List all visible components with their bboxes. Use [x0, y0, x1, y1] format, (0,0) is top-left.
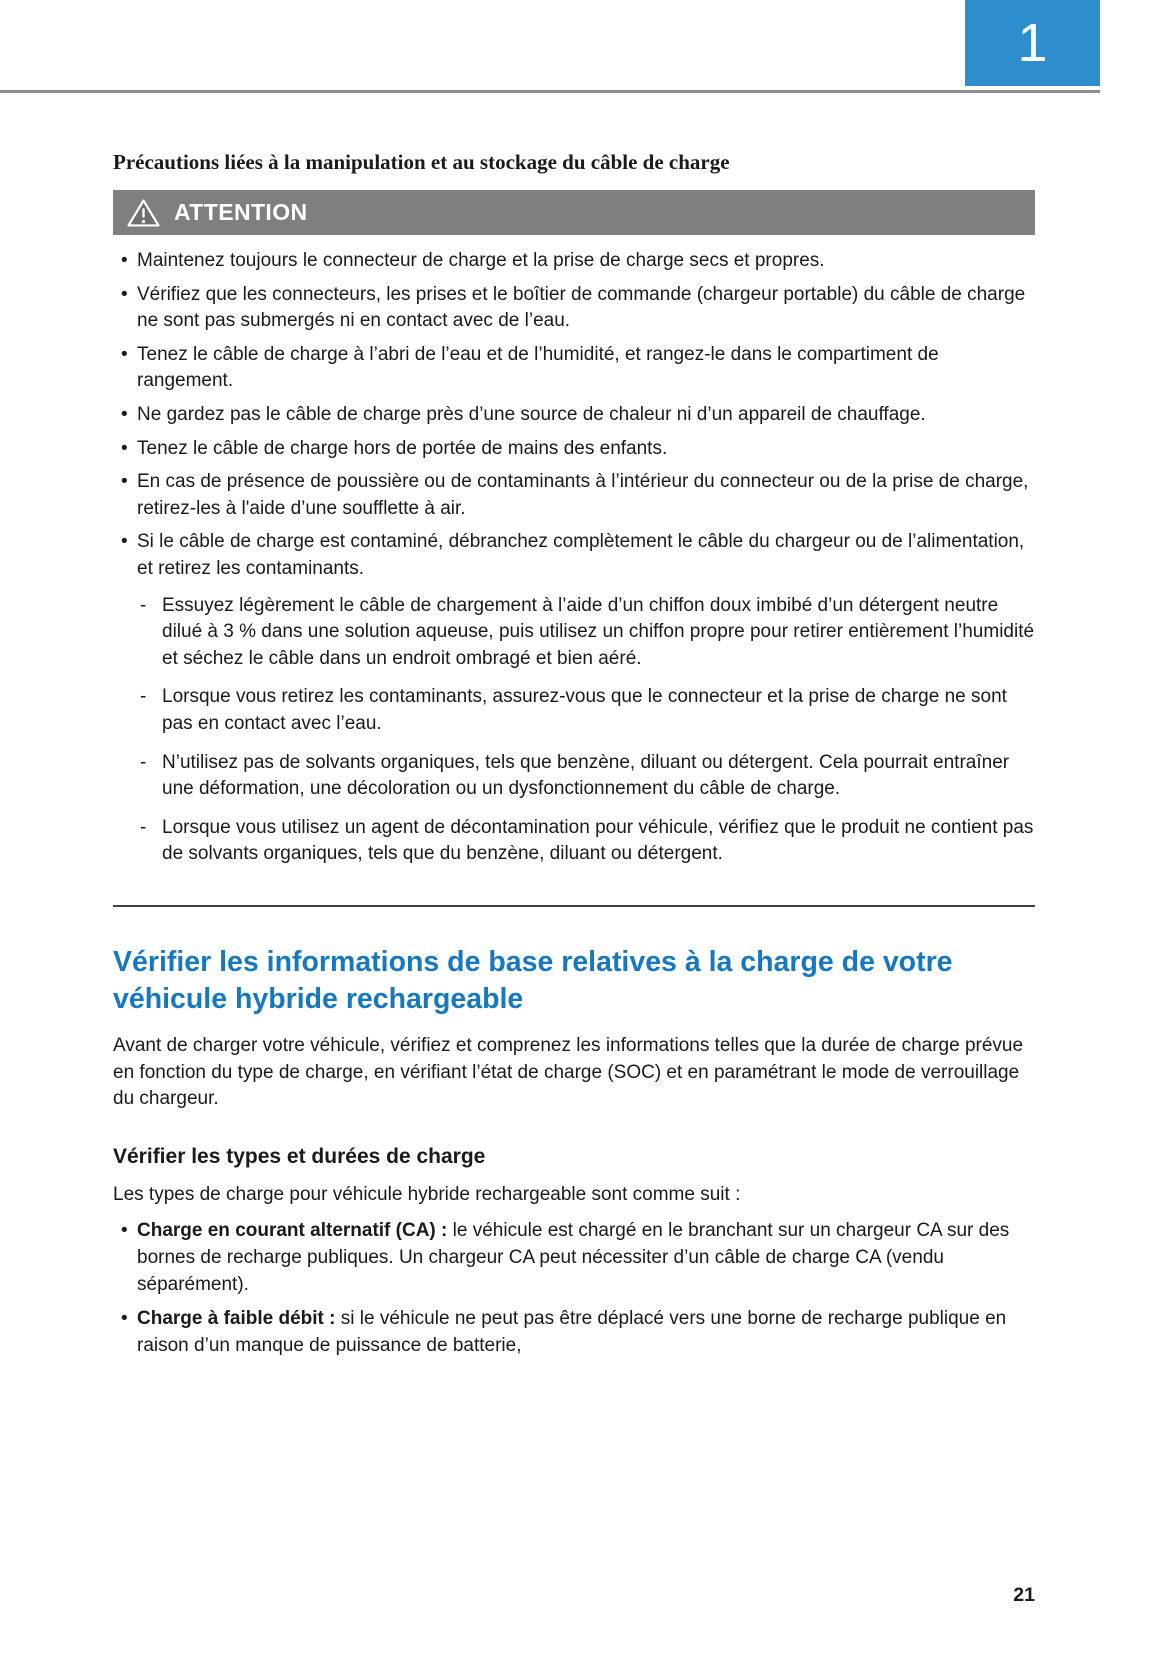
list-item: [113, 248, 1035, 275]
charge-types-list: [113, 1218, 1035, 1359]
dash-marker: -: [140, 686, 147, 708]
sub-list-item: [137, 750, 1035, 803]
dash-marker: -: [140, 751, 147, 773]
header-rule: [0, 90, 1100, 93]
list-item: [113, 529, 1035, 880]
charge-info-title: Vérifier les informations de base relatives à la charge de votre véhicule hybride rechargeable: [113, 945, 953, 1015]
list-item: [113, 1306, 1035, 1359]
bullet-marker: •: [121, 250, 128, 271]
sub-list-item-text: Lorsque vous retirez les contaminants, assurez-vous que le connecteur et la prise de charge ne sont pas en contact avec l’eau.: [162, 686, 1007, 734]
bullet-marker: •: [121, 531, 128, 553]
charge-types-heading: Vérifier les types et durées de charge: [113, 1144, 486, 1168]
section-divider: [113, 905, 1035, 907]
sub-list-item-text: N’utilisez pas de solvants organiques, tels que benzène, diluant ou détergent. Cela pourrait entraîner une déformation, une décoloration ou un dysfonctionnement du câble de charge.: [162, 751, 1010, 800]
bullet-marker: •: [121, 437, 128, 459]
list-item-body: [137, 529, 1035, 880]
list-item: [113, 469, 1035, 522]
attention-label: ATTENTION: [174, 199, 308, 225]
term-description: le véhicule est chargé en le branchant sur un chargeur CA sur des bornes de recharge publiques. Un chargeur CA peut nécessiter d’un câble de charge CA (vendu séparément).: [137, 1220, 1010, 1295]
dash-marker: -: [140, 816, 147, 838]
list-item-text: Maintenez toujours le connecteur de charge et la prise de charge secs et propres.: [137, 250, 825, 271]
list-item: [113, 402, 1035, 429]
list-item: [113, 1218, 1035, 1298]
bullet-marker: •: [121, 403, 128, 425]
sub-list-item-text: Essuyez légèrement le câble de chargement à l’aide d’un chiffon doux imbibé d’un détergent neutre dilué à 3 % dans une solution aqueuse, puis utilisez un chiffon propre pour retirer entièrement l’humidité et séchez le câble dans un endroit ombragé et bien aéré.: [162, 594, 1035, 669]
precautions-list: [113, 248, 1035, 880]
list-item-text: [137, 1306, 1035, 1359]
list-item-text: [137, 1218, 1035, 1298]
list-item: [113, 282, 1035, 335]
list-item-text: Si le câble de charge est contaminé, débranchez complètement le câble du chargeur ou de l’alimentation, et retirez les contaminants.: [137, 531, 1025, 579]
list-item-text: Ne gardez pas le câble de charge près d’une source de chaleur ni d’un appareil de chauffage.: [137, 403, 926, 425]
bullet-marker: •: [121, 471, 128, 493]
page-content: [113, 150, 1035, 1367]
sub-list-item: [137, 815, 1035, 868]
chapter-number: 1: [1017, 13, 1048, 73]
page-number: 21: [1013, 1584, 1035, 1606]
sub-list-item: [137, 684, 1035, 737]
dash-marker: -: [140, 594, 147, 616]
bullet-marker: •: [121, 1308, 128, 1330]
sub-list-item-text: Lorsque vous utilisez un agent de décontamination pour véhicule, vérifiez que le produit ne contient pas de solvants organiques, tels que du benzène, diluant ou détergent.: [162, 816, 1034, 865]
list-item-text: En cas de présence de poussière ou de contaminants à l’intérieur du connecteur ou de la prise de charge, retirez-les à l'aide d’une soufflette à air.: [137, 471, 1029, 519]
charge-info-intro: Avant de charger votre véhicule, vérifiez et comprenez les informations telles que la durée de charge prévue en fonction du type de charge, en vérifiant l’état de charge (SOC) et en paramétrant le mode de verrouillage du chargeur.: [113, 1034, 1024, 1110]
chapter-tab: [965, 0, 1100, 86]
term-label: Charge à faible débit :: [137, 1308, 336, 1330]
precautions-heading: Précautions liées à la manipulation et au stockage du câble de charge: [113, 150, 730, 174]
bullet-marker: •: [121, 343, 128, 365]
precautions-sublist: [137, 593, 1035, 868]
list-item-text: Tenez le câble de charge à l’abri de l’eau et de l’humidité, et rangez-le dans le compartiment de rangement.: [137, 343, 939, 392]
term-label: Charge en courant alternatif (CA) :: [137, 1220, 448, 1242]
list-item-text: Tenez le câble de charge hors de portée de mains des enfants.: [137, 437, 668, 459]
charge-types-intro: Les types de charge pour véhicule hybride rechargeable sont comme suit :: [113, 1183, 741, 1205]
attention-banner: [113, 190, 1035, 235]
list-item: [113, 342, 1035, 395]
bullet-marker: •: [121, 1220, 128, 1242]
sub-list-item: [137, 593, 1035, 673]
warning-triangle-icon: [126, 198, 161, 228]
term-description: si le véhicule ne peut pas être déplacé vers une borne de recharge publique en raison d’un manque de puissance de batterie,: [137, 1308, 1007, 1356]
bullet-marker: •: [121, 283, 128, 305]
list-item-text: Vérifiez que les connecteurs, les prises et le boîtier de commande (chargeur portable) du câble de charge ne sont pas submergés ni en contact avec de l’eau.: [137, 283, 1026, 332]
list-item: [113, 436, 1035, 463]
